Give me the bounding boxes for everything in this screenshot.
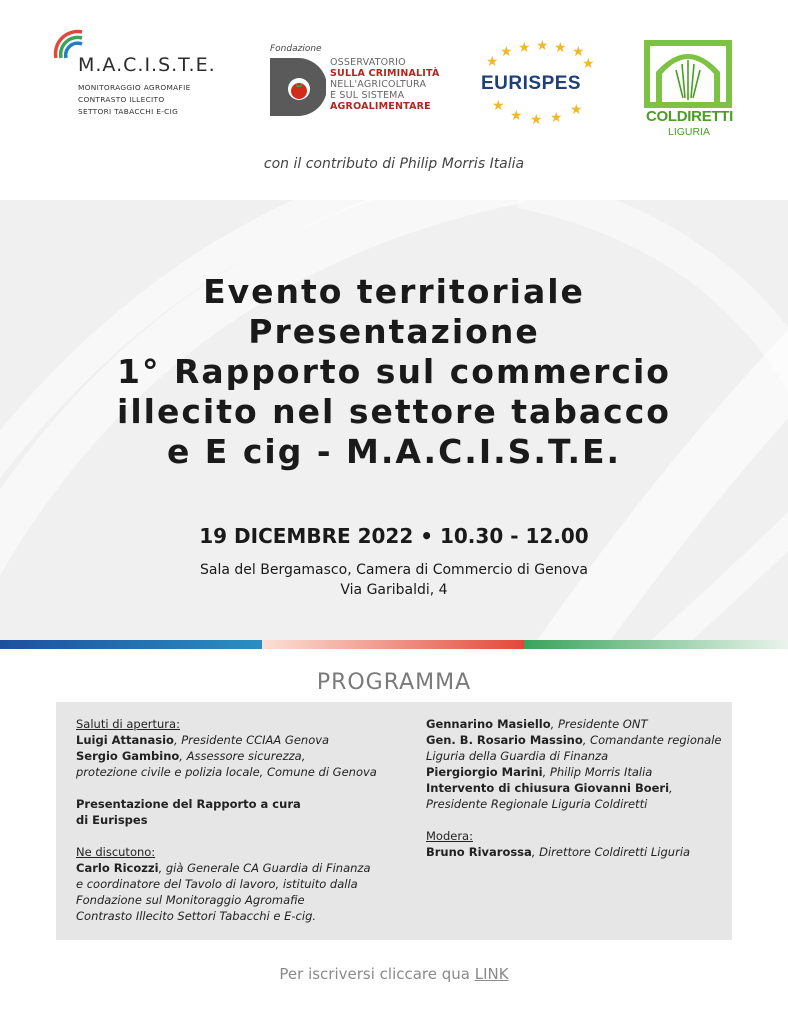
report-presentation: Presentazione del Rapporto a cura bbox=[76, 797, 301, 811]
closing-speech: Intervento di chiusura Giovanni Boeri, bbox=[426, 781, 673, 795]
speaker-gambino: Sergio Gambino, Assessore sicurezza, bbox=[76, 749, 306, 763]
speaker-masiello: Gennarino Masiello, Presidente ONT bbox=[426, 717, 648, 731]
coldiretti-logo bbox=[644, 40, 734, 140]
wheat-shield-icon bbox=[644, 40, 732, 108]
programma-right-column bbox=[426, 716, 726, 860]
moderator-label: Modera: bbox=[426, 829, 473, 843]
svg-text:★: ★ bbox=[486, 54, 499, 70]
speaker-ricozzi-role-3: Fondazione sul Monitoraggio Agromafie bbox=[76, 893, 305, 907]
svg-text:★: ★ bbox=[572, 44, 585, 60]
logo-row bbox=[0, 0, 788, 150]
speaker-ricozzi: Carlo Ricozzi, già Generale CA Guardia di Finanza bbox=[76, 861, 371, 875]
svg-text:★: ★ bbox=[510, 108, 523, 124]
event-address: Via Garibaldi, 4 bbox=[340, 582, 448, 598]
discussion-label: Ne discutono: bbox=[76, 845, 156, 859]
svg-text:★: ★ bbox=[500, 44, 513, 60]
coldiretti-region: LIGURIA bbox=[668, 126, 711, 138]
speaker-gambino-role: protezione civile e polizia locale, Comune di Genova bbox=[76, 765, 377, 779]
svg-text:★: ★ bbox=[530, 112, 543, 128]
programma-left-column bbox=[76, 716, 396, 924]
svg-text:★: ★ bbox=[550, 110, 563, 126]
eurispes-logo bbox=[478, 40, 598, 130]
programma-box bbox=[56, 702, 732, 940]
svg-text:★: ★ bbox=[554, 40, 567, 56]
speaker-ricozzi-role-4: Contrasto Illecito Settori Tabacchi e E-cig. bbox=[76, 909, 317, 923]
programma-heading: PROGRAMMA bbox=[316, 670, 472, 695]
event-venue: Sala del Bergamasco, Camera di Commercio di Genova Via Garibaldi, 4 bbox=[0, 560, 788, 600]
registration-text: Per iscriversi cliccare qua bbox=[279, 965, 470, 983]
event-date-time: 19 DICEMBRE 2022 • 10.30 - 12.00 bbox=[199, 524, 589, 548]
speaker-attanasio: Luigi Attanasio, Presidente CCIAA Genova bbox=[76, 733, 330, 747]
speaker-massino: Gen. B. Rosario Massino, Comandante regionale bbox=[426, 733, 722, 747]
report-presentation-by: di Eurispes bbox=[76, 813, 148, 827]
registration-link[interactable]: LINK bbox=[474, 965, 509, 983]
svg-text:★: ★ bbox=[570, 102, 583, 118]
svg-text:★: ★ bbox=[518, 40, 531, 56]
osservatorio-logo bbox=[270, 44, 460, 119]
osservatorio-name: OSSERVATORIO SULLA CRIMINALITÀ NELL'AGRICOLTURA E SUL SISTEMA AGROALIMENTARE bbox=[330, 57, 440, 112]
speaker-massino-role: Liguria della Guardia di Finanza bbox=[426, 749, 609, 763]
speaker-boeri-role: Presidente Regionale Liguria Coldiretti bbox=[426, 797, 648, 811]
coldiretti-wordmark: COLDIRETTI bbox=[646, 108, 733, 125]
svg-text:★: ★ bbox=[492, 98, 505, 114]
contribution-note: con il contributo di Philip Morris Italia bbox=[263, 156, 525, 172]
macise-logo bbox=[50, 24, 240, 124]
registration-footer bbox=[0, 965, 788, 983]
speaker-ricozzi-role-2: e coordinatore del Tavolo di lavoro, istituito dalla bbox=[76, 877, 358, 891]
fondazione-label: Fondazione bbox=[270, 44, 322, 54]
svg-text:★: ★ bbox=[582, 56, 595, 72]
speaker-marini: Piergiorgio Marini, Philip Morris Italia bbox=[426, 765, 653, 779]
opening-label: Saluti di apertura: bbox=[76, 717, 180, 731]
tomato-d-icon bbox=[270, 58, 326, 116]
macise-tagline: MONITORAGGIO AGROMAFIE CONTRASTO ILLECITO SETTORI TABACCHI E-CIG bbox=[78, 83, 191, 116]
event-title: Evento territoriale Presentazione 1° Rapporto sul commercio illecito nel settore tabacco e E cig - M.A.C.I.S.T.E. bbox=[117, 272, 671, 471]
speaker-rivarossa: Bruno Rivarossa, Direttore Coldiretti Liguria bbox=[426, 845, 691, 859]
eurispes-wordmark: EURISPES bbox=[481, 73, 582, 94]
color-stripe bbox=[0, 640, 788, 649]
macise-wordmark: M.A.C.I.S.T.E. bbox=[78, 54, 216, 76]
svg-text:★: ★ bbox=[536, 40, 549, 54]
event-hero bbox=[0, 200, 788, 640]
